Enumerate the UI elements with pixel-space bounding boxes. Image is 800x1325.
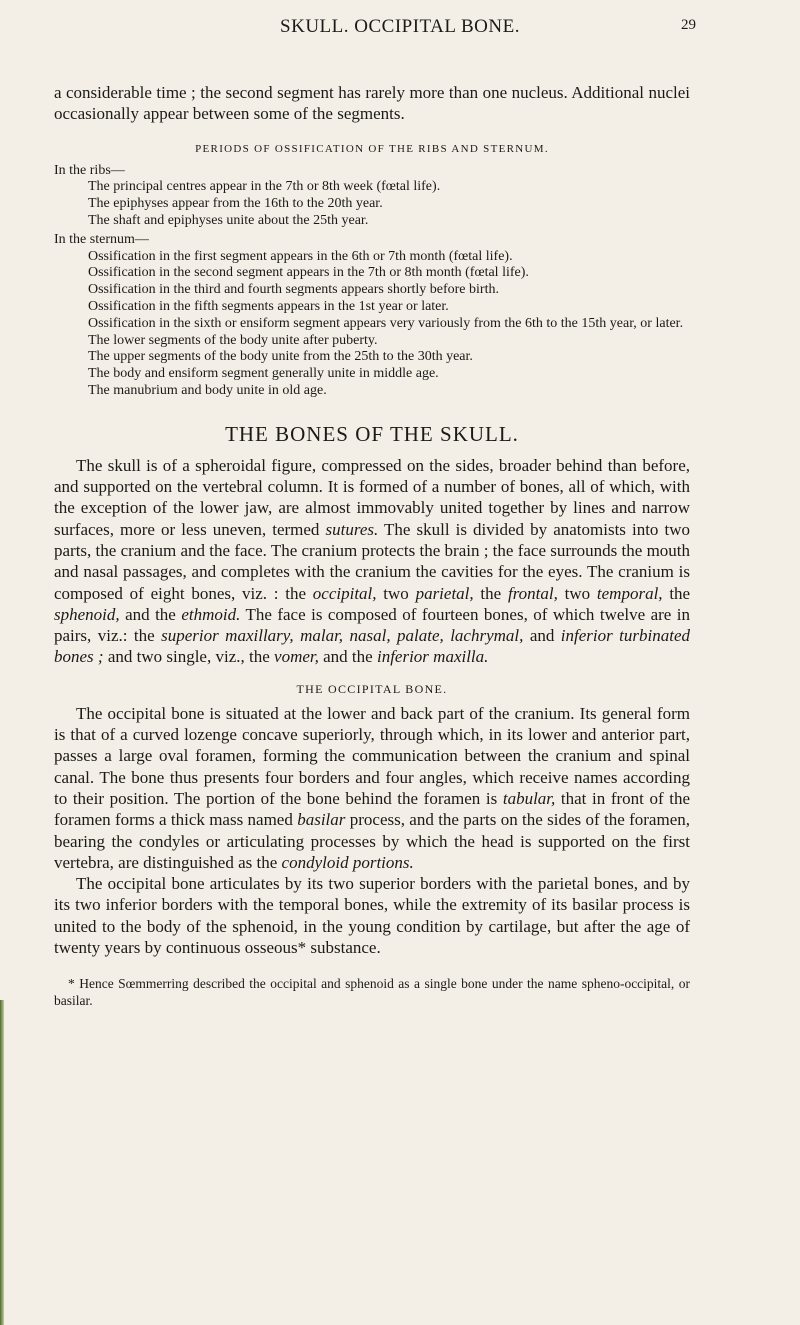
list-item: The lower segments of the body unite after puberty. bbox=[88, 332, 378, 348]
list-item: The epiphyses appear from the 16th to the 20th year. bbox=[88, 196, 383, 212]
sternum-list-intro: In the sternum— bbox=[54, 231, 149, 247]
occipital-paragraph-1: The occipital bone is situated at the lower and back part of the cranium. Its general form is that of a curved lozenge concave superiorly, through which, in its lower and anterior part, passes a large oval foramen, forming the communication between the cranium and spinal canal. The bone thus presents four borders and four angles, which receive names according to their position. The portion of the bone behind the foramen is tabular, that in front of the foramen forms a thick mass named basilar process, and the parts on the sides of the foramen, bearing the condyles or articulating processes by which the head is supported on the first vertebra, are distinguished as the condyloid portions. bbox=[54, 703, 691, 872]
ribs-list-intro: In the ribs— bbox=[54, 162, 125, 178]
section-title-occipital: THE OCCIPITAL BONE. bbox=[296, 681, 448, 696]
ribs-intro-paragraph: a considerable time ; the second segment has rarely more than one nucleus. Additional nuclei occasionally appear between some of the segments. bbox=[54, 83, 690, 124]
list-item: The upper segments of the body unite from the 25th to the 30th year. bbox=[88, 349, 473, 365]
list-item: Ossification in the third and fourth segments appears shortly before birth. bbox=[88, 282, 499, 298]
page-content bbox=[54, 82, 690, 1009]
list-item: Ossification in the sixth or ensiform segment appears very variously from the 6th to the 15th year, or later. bbox=[88, 315, 684, 331]
list-item: The shaft and epiphyses unite about the 25th year. bbox=[88, 212, 369, 228]
periods-heading: PERIODS OF OSSIFICATION OF THE RIBS AND STERNUM. bbox=[195, 142, 549, 155]
list-item: Ossification in the second segment appears in the 7th or 8th month (fœtal life). bbox=[88, 265, 529, 281]
ribs-list bbox=[54, 163, 690, 230]
list-item: The principal centres appear in the 7th or 8th week (fœtal life). bbox=[88, 179, 441, 195]
running-title: SKULL. OCCIPITAL BONE. bbox=[280, 16, 520, 37]
list-item: The manubrium and body unite in old age. bbox=[88, 382, 327, 398]
list-item: The body and ensiform segment generally unite in middle age. bbox=[88, 366, 439, 382]
footnote: * Hence Sœmmerring described the occipital and sphenoid as a single bone under the name spheno-occipital, or basilar. bbox=[54, 976, 690, 1008]
list-item: Ossification in the fifth segments appears in the 1st year or later. bbox=[88, 298, 449, 314]
sternum-list bbox=[54, 232, 690, 400]
section-title-skull: THE BONES OF THE SKULL. bbox=[225, 421, 519, 446]
page-edge-shadow bbox=[0, 1000, 4, 1325]
list-item: Ossification in the first segment appears in the 6th or 7th month (fœtal life). bbox=[88, 248, 513, 264]
occipital-paragraph-2: The occipital bone articulates by its two superior borders with the parietal bones, and by its two inferior borders with the temporal bones, while the extremity of its basilar process is united to the body of the sphenoid, in the young condition by cartilage, but after the age of twenty years by continuous osseous* substance. bbox=[54, 874, 690, 957]
page-number: 29 bbox=[681, 17, 696, 33]
skull-paragraph: The skull is of a spheroidal figure, compressed on the sides, broader behind than before, and supported on the vertebral column. It is formed of a number of bones, all of which, with the exception of the lower jaw, are almost immovably united together by lines and narrow surfaces, more or less uneven, termed sutures. The skull is divided by anatomists into two parts, the cranium and the face. The cranium protects the brain ; the face surrounds the mouth and nasal passages, and completes with the cranium the cavities for the eyes. The cranium is composed of eight bones, viz. : the occipital, two parietal, the frontal, two temporal, the sphenoid, and the ethmoid. The face is composed of fourteen bones, of which twelve are in pairs, viz.: the superior maxillary, malar, nasal, palate, lachrymal, and inferior turbinated bones ; and two single, viz., the vomer, and the inferior maxilla. bbox=[54, 455, 691, 667]
